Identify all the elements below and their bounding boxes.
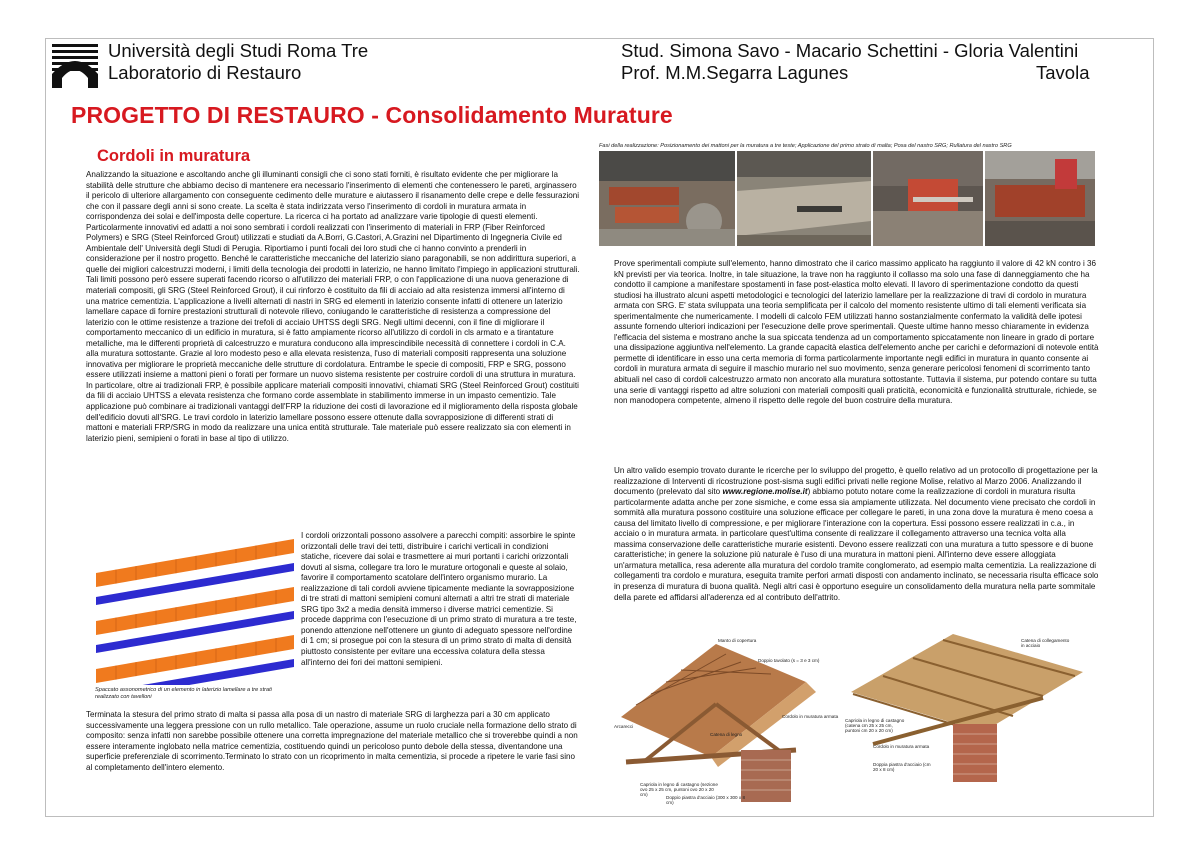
srg-application-paragraph: Terminata la stesura del primo strato di malta si passa alla posa di un nastro di materiale SRG di larghezza pari a 30 cm applicato successivamente una leggera pressione con un rullo metallico. Tale operazione, assume un ruolo cruciale nella formazione dello strato di composito: senza infatti non sarebbe possibile ottenere una corretta impregnazione del materiale metallico che si troverebbe quindi a non essere interamente inglobato nella matrice cementizia, costituendo quindi un pericoloso punto debole della stessa, diventandone una superficie preferenziale di scorrimento.Terminato lo strato con un ricoprimento in malta cementizia, si procede a ripetere le varie fasi sino al completamento dell'intero elemento.: [86, 710, 578, 772]
molise-protocol-paragraph: [614, 466, 1100, 603]
cordoli-tasks-paragraph: I cordoli orizzontali possono assolvere a parecchi compiti: assorbire le spinte orizzontali delle travi dei tetti, distribuire i carichi verticali in condizioni statiche, ricevere dai solai e trasmettere ai muri portanti i carichi orizzontali dovuti al sisma, collegare tra loro le murature ortogonali e queste al solaio, favorire il comportamento scatolare dell'intero organismo murario. La realizzazione di tali cordoli avviene tipicamente mediante la sovrapposizione di tre strati di mattoni semipieni comuni alternati a altri tre strati di materiale SRG tipo 3x2 a media densità immerso i diverse matrici cementizie. Si procede dapprima con l'esecuzione di un primo strato di muratura a tre teste, ponendo attenzione nell'ottenere un giunto di adeguato spessore nell'ordine di 1 cm; si prosegue poi con la stesura di un primo strato di malta di densità piuttosto consistente per evitare una eccessiva colatura della stessa all'interno dei fori dei mattoni semipieni.: [301, 531, 577, 667]
label-piastra: Doppio piastra d'acciaio (300 x 300 x 8 cm): [666, 795, 746, 806]
university-name: Università degli Studi Roma Tre: [108, 40, 369, 61]
molise-text-b: ) abbiamo potuto notare come la realizzazione di cordoli in muratura risulta particolarmente adatta anche per zone sismiche, e come essa sia ampiamente utilizzata. Nel documento viene precisato che cordoli in sommità alla muratura possono costituire una soluzione efficace per collegare le pareti, in una zona dove la muratura è meno coesa a causa del limitato livello di compressione, e per migliorare l'interazione con la copertura. Essi possono essere realizzati in c.a., in acciaio o in muratura armata. in particolare quest'ultima consente di realizzare il collegamento attraverso una tecnica volta alla massima conservazione delle caratteristiche murarie esistenti. Devono essere realizzati con una muratura a tutto spessore e di buone caratteristiche; in genere la soluzione più naturale è l'uso di una muratura in mattoni pieni. All'interno deve essere alloggiata un'armatura metallica, resa aderente alla muratura del cordolo tramite conglomerato, ad esempio malta cementizia. La realizzazione di collegamenti tra cordolo e muratura, eseguita tramite perfori armati disposti con andamento inclinato, se necessaria risulta efficace solo in presenza di muratura di buona qualità. Negli altri casi è opportuno eseguire un consolidamento della muratura nella parte sommitale della parete ed affidarsi all'aderenza ed al contributo dell'attrito.: [614, 487, 1099, 602]
label-catena: Catena di legno: [710, 732, 743, 737]
photo-brick-laying: [599, 151, 735, 246]
header-institution: [108, 40, 368, 84]
label-catena-acciaio: Catena di collegamento in acciaio: [1021, 638, 1070, 649]
tavola-label: Tavola: [1036, 62, 1090, 83]
experimental-results-paragraph: Prove sperimentali compiute sull'elemento, hanno dimostrato che il carico massimo applicato ha raggiunto il valore di 42 kN contro i 36 kN previsti per via teorica. Inoltre, in tale situazione, la trave non ha raggiunto il collasso ma solo una fase di danneggiamento che ha condotto il campione a manifestare spostamenti in fase post-elastica molto elevati. Il lavoro di sperimentazione condotto da questi studiosi ha illustrato alcuni aspetti metodologici e tecnologici del laterizio lamellare per la realizzazione di travi di cordolo in muratura armata con SRG. E' stata sviluppata una teoria semplificata per il calcolo del momento resistente ultimo di tali elementi verificata sia sperimentalmente che numericamente. I modelli di calcolo FEM utilizzati hanno sostanzialmente confermato la validità delle ipotesi assunte fornendo ulteriori indicazioni per l'esecuzione delle prove sperimentali. Queste ultime hanno messo chiaramente in evidenza l'efficacia del sistema e mostrano anche la sua spiccata tendenza ad un comportamento spiccatamente non lineare in grado di portare una dissipazione aggiuntiva nell'elemento. La grande capacità elastica dell'elemento anche per carichi e deformazioni di notevole entità permette di identificare in esso una certa memoria di forma particolarmente importante negli edifici in muratura in quanto consente ai cordoli in muratura armata di seguire il maschio murario nel suo movimento, senza generare pericolosi fenomeni di scorrimento tanto abituali nel caso di cordoli calcestruzzo armato non ancorato alla muratura sottostante. Tuttavia il sistema, pur potendo contare su tutta una serie di vantaggi rispetto ad altre soluzioni con materiali compositi quali praticità, economicità e funzionalità strutturale, richiede, se non manodopera competente, almeno il rispetto delle regole del buon costruire della muratura.: [614, 259, 1099, 406]
photo-srg-rolling: [985, 151, 1095, 246]
label-tavolato: Doppio tavolato (s = 3 e 3 cm): [758, 658, 820, 663]
professor-line: Prof. M.M.Segarra Lagunes: [621, 62, 849, 83]
students-line: Stud. Simona Savo - Macario Schettini - Gloria Valentini: [621, 40, 1079, 61]
construction-photo-strip: [599, 151, 1095, 246]
label-cordolo-armata: Cordolo in muratura armata: [873, 744, 930, 749]
header-authors: [621, 40, 1090, 84]
intro-paragraph: Analizzando la situazione e ascoltando anche gli illuminanti consigli che ci sono stati forniti, è risultato evidente che per migliorare la stabilità delle strutture che abbiamo deciso di mantenere era necessario l'inserimento di elementi che contenessero le pareti, arginassero il pericolo di ulteriore allargamento con conseguente cedimento delle murature e aiutassero il risanamento delle crepe e delle fessurazioni che con il passare degli anni si sono create. La scelta è stata indirizzata verso l'inserimento di cordoli in muratura armata in corrispondenza dei solai e dell'imposta delle coperture. La ricerca ci ha portato ad analizzare varie tipologie di questi elementi. Particolarmente innovativi ed adatti a noi sono sembrati i cordoli realizzati con l'inserimento di materiali in FRP (Fiber Reinforced Polymers) e SRG (Steel Reinforced Grout) utilizzati e studiati da A.Borri, G.Castori, A.Grazini nel Dipartimento di Ingegneria Civile ed Ambientale dell' Università degli Studi di Perugia. Riportiamo i punti focali dei loro studi che ci hanno convinto a prenderli in considerazione per il nostro progetto. Benché le caratteristiche meccaniche del laterizio siano paragonabili, se non addirittura superiori, a quelle dei migliori calcestruzzi moderni, i limiti della tecnologia dei prodotti in laterizio, ne hanno limitato l'impiego in applicazioni strutturali. Tali limiti possono però essere superati facendo ricorso o all'utilizzo dei materiali FRP, o con l'applicazione di una nuova generazione di materiali compositi, gli SRG (Steel Reinforced Grout), il cui rinforzo è costituito da fili di acciaio ad alta resistenza immersi all'interno di una matrice cementizia. L'applicazione a livelli alternati di nastri in SRG ed elementi in laterizio consente infatti di ottenere un laterizio lamellare capace di fornire prestazioni strutturali di notevole rilievo, coniugando le caratteristiche di resistenza a compressione del laterizio con le ottime resistenze a trazione dei trefoli di acciaio UHTSS degli SRG. Negli ultimi decenni, con il fine di migliorare il comportamento meccanico di un edificio in muratura, si è fatto ampiamente ricorso all'utilizzo di cordoli in cls armato e a tirantature metalliche, ma le differenti proprietà di calcestruzzo e muratura conducono alla imprescindibile necessità di connettere i cordoli in C.A. alla muratura sottostante. Grazie al loro modesto peso e alla elevata resistenza, l'uso di materiali compositi rappresenta una soluzione innovativa per migliorare le proprietà meccaniche delle strutture di cordolatura. Entrambe le specie di compositi, FRP e SRG, possono essere utilizzati insieme a mattoni pieni o forati per formare un nuovo sistema resistente per costruire cordoli di una struttura in muratura. In particolare, oltre ai tradizionali FRP, è possibile applicare materiali compositi innovativi, chiamati SRG (Steel Reinforced Grout) costituiti da fili di acciaio UHTSS a elevata resistenza che formano corde assemblate in stabilimento immerse in un impasto cementizio. Tale applicazione può combinare ai tradizionali vantaggi dell'FRP la riduzione dei costi di lavorazione ed il miglioramento della risposta globale dell'edificio dovuti all'SRG. Le travi cordolo in laterizio lamellare possono essere ottenute dalla sovrapposizione di differenti strati di mattoni e materiali FRP/SRG in modo da realizzare una unica entità strutturale. Tale materiale può essere realizzato sia con elementi in laterizio pieni, semipieni o forati in base al tipo di utilizzo.: [86, 170, 580, 443]
label-capriola: Capriola in legno di castagno (sezione ovo 25 x 25 cm, puntoni ovo 20 x 20 cm): [640, 782, 718, 798]
label-doppia-piastra: Doppia piastra d'acciaio (cm 20 x 8 cm): [873, 762, 931, 773]
university-logo: [52, 44, 98, 88]
label-manto: Manto di copertura: [718, 638, 757, 643]
section-title: Cordoli in muratura: [97, 147, 251, 165]
photo-mortar-layer: [737, 151, 871, 246]
page-title: PROGETTO DI RESTAURO - Consolidamento Murature: [71, 102, 673, 128]
label-capriola-castagno: Capriola in legno di castagno (catena cm 25 x 25 cm, puntoni cm 20 x 20 cm): [845, 718, 905, 734]
roof-section-diagram-1: [606, 632, 838, 807]
construction-phases-caption: Fasi della realizzazione: Posizionamento dei mattoni per la muratura a tre teste; Applicazione del primo strato di malta; Posa del nastro SRG; Rullatura del nastro SRG: [599, 143, 1012, 149]
cordolo-figure-caption: Spaccato assonometrico di un elemento in laterizio lamellare a tre strati realizzato con tavelloni: [95, 687, 272, 700]
molise-text-a: Un altro valido esempio trovato durante le ricerche per lo sviluppo del progetto, è quello relativo ad un protocollo di progettazione per la realizzazione di Interventi di ricostruzione post-sisma sugli edifici privati nelle regione Molise, relativo al Marzo 2006. Analizzando il documento (prelevato dal sito: [614, 466, 1098, 497]
brick-layer: [96, 539, 294, 587]
label-arcarecci: Arcarecci: [614, 724, 634, 729]
molise-link[interactable]: www.regione.molise.it: [722, 487, 808, 497]
label-cordolo: Cordolo in muratura armata: [782, 714, 839, 719]
photo-srg-tape: [873, 151, 983, 246]
cordolo-layers-figure: [96, 535, 296, 685]
roof-section-diagram-2: [843, 632, 1087, 784]
lab-name: Laboratorio di Restauro: [108, 62, 302, 83]
